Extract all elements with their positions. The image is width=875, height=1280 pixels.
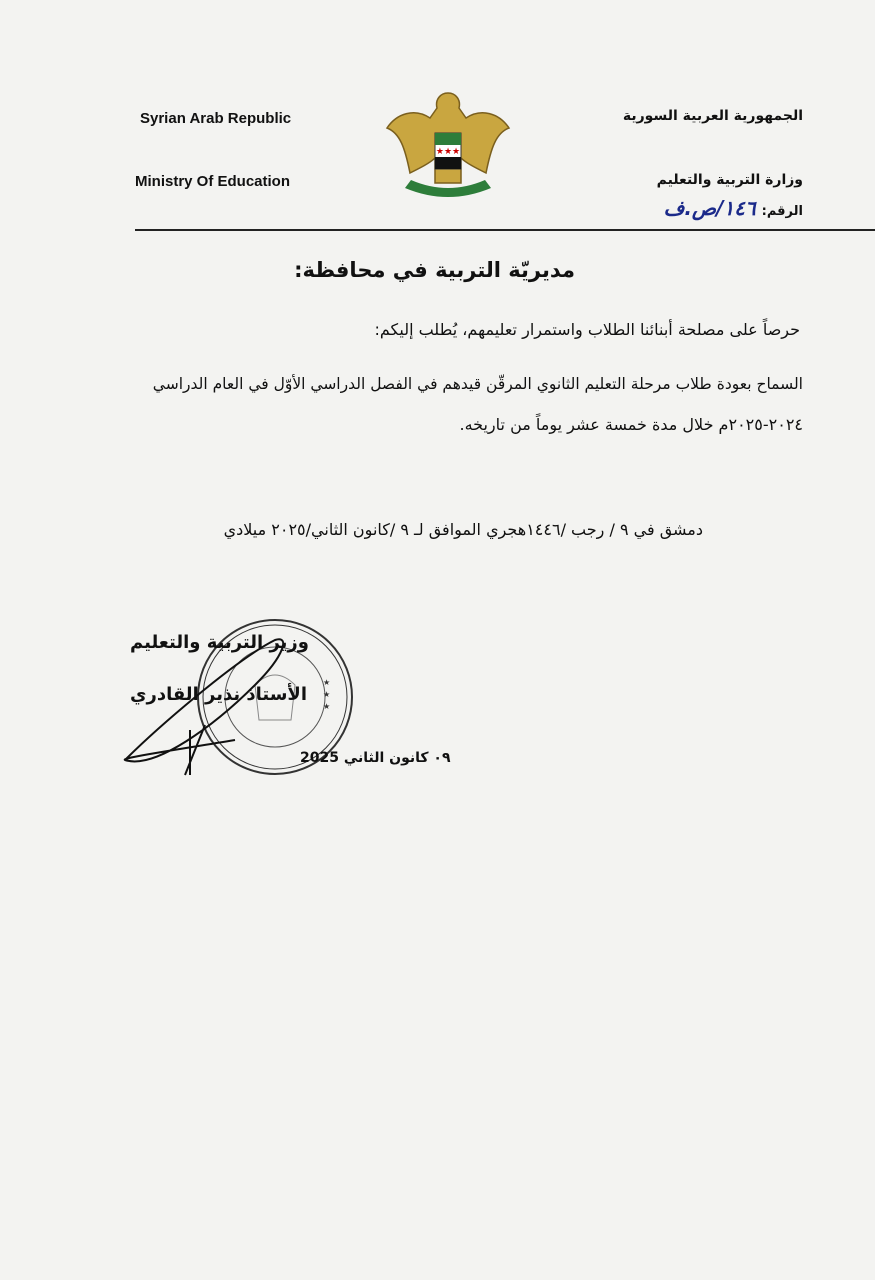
svg-text:★★★: ★★★ (435, 147, 461, 157)
en-ministry: Ministry Of Education (135, 173, 291, 190)
svg-text:★: ★ (323, 702, 331, 711)
reference-number (664, 196, 803, 220)
syrian-emblem-logo (385, 88, 511, 206)
svg-text:★: ★ (323, 690, 331, 699)
stamp-date: ٠٩ كانون الثاني 2025 (300, 750, 451, 766)
signatory-title: وزير التربية والتعليم (130, 632, 309, 653)
ar-ministry: وزارة التربية والتعليم (656, 172, 803, 188)
header-divider (135, 229, 875, 231)
svg-text:★: ★ (323, 678, 331, 687)
addressee: مديريّة التربية في محافظة: (294, 258, 575, 282)
body-line-2: ٢٠٢٤-٢٠٢٥م خلال مدة خمسة عشر يوماً من تاريخه. (459, 415, 803, 434)
en-country: Syrian Arab Republic (140, 110, 292, 127)
intro-text: حرصاً على مصلحة أبنائنا الطلاب واستمرار تعليمهم، يُطلب إليكم: (374, 320, 800, 339)
ref-value-handwritten: ١٤٦/ص.ف (663, 196, 756, 220)
ar-country: الجمهورية العربية السورية (622, 108, 803, 124)
signatory-name: الأستاذ نذير القادري (130, 684, 308, 705)
body-line-1: السماح بعودة طلاب مرحلة التعليم الثانوي المرقّن قيدهم في الفصل الدراسي الأوّل في العام الدراسي (152, 375, 803, 393)
ref-label: الرقم: (761, 204, 803, 219)
date-line: دمشق في ٩ / رجب /١٤٤٦هجري الموافق لـ ٩ /كانون الثاني/٢٠٢٥ ميلادي (223, 520, 703, 539)
